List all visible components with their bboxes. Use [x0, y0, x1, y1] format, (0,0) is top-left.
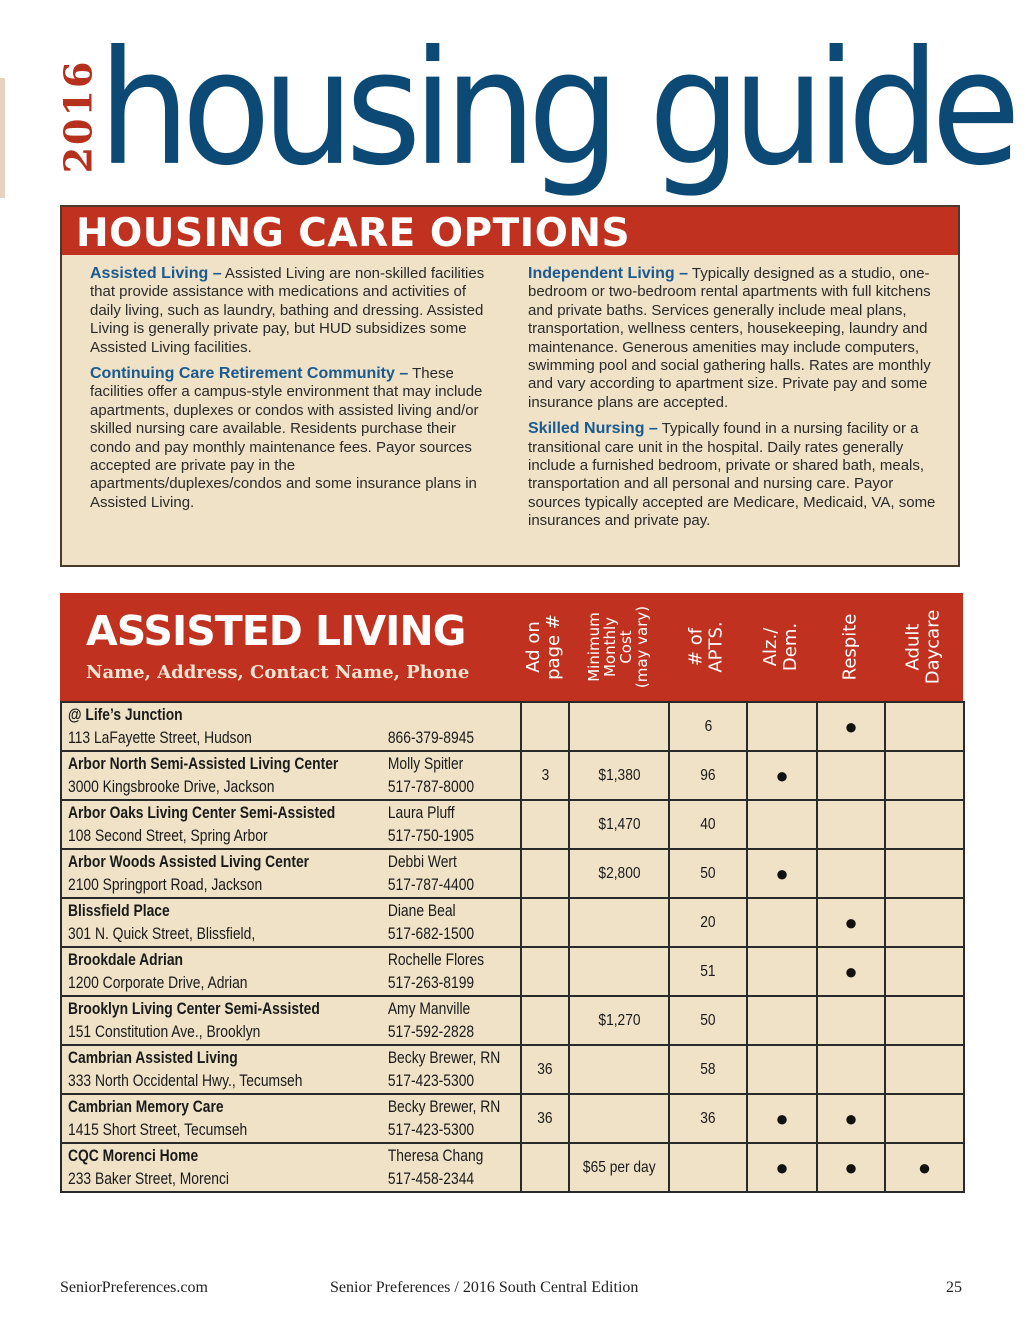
facility-line-2: [68, 1070, 514, 1093]
column-header-apts-text: # of APTS.: [686, 621, 727, 673]
facility-info-cell: [61, 1094, 521, 1143]
assisted-living-subtitle: Name, Address, Contact Name, Phone: [86, 662, 470, 683]
adult-daycare-cell: [885, 800, 964, 849]
column-header-apts: [668, 593, 746, 701]
option-text: These facilities offer a campus-style environment that may include apartments, duplexes or condos with assisted living and/or skilled nursing care available. Residents purchase their condo and pay monthly maintenance fees. Payor sources accepted are private pay in the apartments/duplexes/condos and some insurance plans in Assisted Living.: [90, 365, 483, 511]
column-header-cost-text: Minimum Monthly Cost (may vary): [584, 605, 651, 689]
table-row: [61, 751, 964, 800]
respite-cell: ●: [817, 702, 885, 751]
apts-cell: [669, 947, 747, 996]
contact-name: Becky Brewer, RN: [387, 1097, 501, 1116]
option-term: Continuing Care Retirement Community –: [90, 365, 409, 383]
respite-cell: [817, 1045, 885, 1094]
facility-name: Blissfield Place: [68, 901, 170, 920]
adult-daycare-cell: [885, 1045, 964, 1094]
apts-value: 50: [700, 1011, 716, 1029]
alz-dem-cell: [747, 800, 817, 849]
monthly-cost-cell: [569, 751, 669, 800]
apts-cell: [669, 800, 747, 849]
contact-name: Theresa Chang: [387, 1146, 484, 1165]
facility-name: Arbor North Semi-Assisted Living Center: [68, 754, 339, 773]
contact-name: Amy Manville: [387, 999, 471, 1018]
facility-name: Brooklyn Living Center Semi-Assisted: [68, 999, 320, 1018]
apts-cell: [669, 849, 747, 898]
apts-cell: [669, 751, 747, 800]
monthly-cost-cell: [569, 849, 669, 898]
option-skilled-nursing: [528, 420, 948, 530]
facility-line-2: [68, 1168, 514, 1191]
apts-value: 50: [700, 864, 716, 882]
option-text: Assisted Living are non-skilled facilities that provide assistance with medications and activities of daily living, such as laundry, bathing and dressing. Assisted Living is generally private pay, but HUD subsidizes some Assisted Living facilities.: [90, 265, 485, 356]
table-row: [61, 800, 964, 849]
adult-daycare-cell: [885, 1094, 964, 1143]
facility-name: Arbor Woods Assisted Living Center: [68, 852, 310, 871]
apts-value: 96: [700, 766, 716, 784]
facility-line-1: [68, 753, 514, 776]
apts-value: 36: [700, 1109, 716, 1127]
option-text: Typically designed as a studio, one-bedroom or two-bedroom rental apartments with full kitchens and private baths. Services generally include meal plans, transportation, wellness centers, housekeeping, laundry and maintenance. Generous amenities may include computers, swimming pool and social gathering halls. Rates are monthly and vary according to apartment size. Private pay and some insurance plans are accepted.: [528, 265, 931, 411]
monthly-cost-cell: [569, 898, 669, 947]
ad-page-cell: [521, 849, 569, 898]
facility-address: 1415 Short Street, Tecumseh: [68, 1120, 248, 1139]
ad-page-value: 36: [537, 1109, 553, 1127]
facility-line-1: [68, 1096, 514, 1119]
monthly-cost-value: $2,800: [597, 864, 641, 882]
column-header-cost: [568, 593, 668, 701]
adult-daycare-cell: [885, 947, 964, 996]
facility-phone: 517-423-5300: [387, 1120, 475, 1139]
facility-address: 108 Second Street, Spring Arbor: [68, 826, 268, 845]
table-row: [61, 702, 964, 751]
option-ccrc: [90, 365, 486, 512]
assisted-living-rows: [61, 702, 964, 1192]
alz-dem-cell: [747, 702, 817, 751]
assisted-living-title: ASSISTED LIVING: [86, 607, 466, 655]
facility-line-2: [68, 825, 514, 848]
facility-phone: 517-750-1905: [387, 826, 475, 845]
facility-line-1: [68, 949, 514, 972]
facility-phone: 517-787-4400: [387, 875, 475, 894]
masthead-year: [56, 56, 100, 176]
footer-website: SeniorPreferences.com: [60, 1279, 208, 1296]
facility-line-2: [68, 874, 514, 897]
care-options-panel: [60, 205, 960, 567]
ad-page-cell: [521, 800, 569, 849]
facility-line-1: [68, 1145, 514, 1168]
facility-phone: 517-682-1500: [387, 924, 475, 943]
monthly-cost-cell: [569, 1045, 669, 1094]
monthly-cost-cell: [569, 1143, 669, 1192]
page-number: 25: [946, 1279, 962, 1296]
facility-info-cell: [61, 800, 521, 849]
facility-name: Arbor Oaks Living Center Semi-Assisted: [68, 803, 336, 822]
adult-daycare-cell: [885, 751, 964, 800]
facility-address: 301 N. Quick Street, Blissfield,: [68, 924, 256, 943]
apts-cell: [669, 1094, 747, 1143]
footer-edition: Senior Preferences / 2016 South Central Edition: [330, 1279, 639, 1296]
contact-name: Molly Spitler: [387, 754, 464, 773]
monthly-cost-cell: [569, 1094, 669, 1143]
apts-cell: [669, 898, 747, 947]
monthly-cost-value: $65 per day: [582, 1158, 656, 1176]
facility-info-cell: [61, 1045, 521, 1094]
column-header-alz: [746, 593, 816, 701]
masthead-title: housing guide: [98, 17, 1012, 201]
adult-daycare-cell: [885, 996, 964, 1045]
facility-line-2: [68, 776, 514, 799]
column-header-daycare: [884, 593, 963, 701]
respite-cell: ●: [817, 1094, 885, 1143]
column-header-daycare-text: Adult Daycare: [902, 609, 944, 685]
apts-value: 20: [700, 913, 716, 931]
monthly-cost-cell: [569, 996, 669, 1045]
facility-name: Cambrian Memory Care: [68, 1097, 224, 1116]
page-edge-mark: [0, 78, 5, 198]
facility-line-1: [68, 704, 514, 727]
facility-line-1: [68, 1047, 514, 1070]
respite-cell: [817, 800, 885, 849]
monthly-cost-value: $1,270: [597, 1011, 641, 1029]
facility-name: @ Life’s Junction: [68, 705, 183, 724]
apts-value: 58: [700, 1060, 716, 1078]
contact-name: Becky Brewer, RN: [387, 1048, 501, 1067]
alz-dem-cell: [747, 898, 817, 947]
ad-page-cell: [521, 751, 569, 800]
respite-cell: [817, 849, 885, 898]
facility-info-cell: [61, 898, 521, 947]
assisted-living-section: [60, 593, 963, 1193]
ad-page-value: 3: [541, 766, 549, 784]
facility-name: Brookdale Adrian: [68, 950, 184, 969]
monthly-cost-cell: [569, 702, 669, 751]
care-options-title: HOUSING CARE OPTIONS: [76, 211, 631, 256]
facility-line-2: [68, 727, 514, 750]
apts-value: 51: [700, 962, 716, 980]
ad-page-cell: [521, 1045, 569, 1094]
column-header-respite-text: Respite: [839, 613, 860, 681]
monthly-cost-value: $1,380: [597, 766, 641, 784]
adult-daycare-cell: ●: [885, 1143, 964, 1192]
facility-address: 233 Baker Street, Morenci: [68, 1169, 230, 1188]
respite-cell: ●: [817, 898, 885, 947]
respite-cell: ●: [817, 1143, 885, 1192]
care-options-left-column: [90, 265, 486, 520]
facility-info-cell: [61, 849, 521, 898]
facility-phone: 517-458-2344: [387, 1169, 475, 1188]
table-row: [61, 1094, 964, 1143]
facility-line-1: [68, 998, 514, 1021]
respite-cell: [817, 996, 885, 1045]
adult-daycare-cell: [885, 849, 964, 898]
option-assisted-living: [90, 265, 486, 357]
facility-phone: 866-379-8945: [387, 728, 475, 747]
facility-address: 333 North Occidental Hwy., Tecumseh: [68, 1071, 303, 1090]
apts-cell: [669, 702, 747, 751]
respite-cell: ●: [817, 947, 885, 996]
alz-dem-cell: [747, 996, 817, 1045]
option-term: Independent Living –: [528, 265, 689, 282]
ad-page-cell: [521, 947, 569, 996]
facility-address: 3000 Kingsbrooke Drive, Jackson: [68, 777, 275, 796]
adult-daycare-cell: [885, 702, 964, 751]
apts-cell: [669, 1143, 747, 1192]
facility-line-2: [68, 972, 514, 995]
facility-line-1: [68, 802, 514, 825]
option-independent-living: [528, 265, 948, 412]
column-header-ad-text: Ad on page #: [523, 614, 565, 680]
contact-name: Laura Pluff: [387, 803, 455, 822]
table-row: [61, 898, 964, 947]
facility-line-2: [68, 1119, 514, 1142]
apts-cell: [669, 996, 747, 1045]
option-term: Skilled Nursing –: [528, 420, 658, 438]
respite-cell: [817, 751, 885, 800]
facility-info-cell: [61, 751, 521, 800]
ad-page-cell: [521, 1094, 569, 1143]
ad-page-cell: [521, 702, 569, 751]
facility-line-2: [68, 1021, 514, 1044]
adult-daycare-cell: [885, 898, 964, 947]
monthly-cost-cell: [569, 800, 669, 849]
facility-line-2: [68, 923, 514, 946]
apts-value: 40: [700, 815, 716, 833]
alz-dem-cell: ●: [747, 1094, 817, 1143]
table-row: [61, 849, 964, 898]
table-row: [61, 1143, 964, 1192]
alz-dem-cell: ●: [747, 751, 817, 800]
care-options-right-column: [528, 265, 948, 539]
facility-address: 1200 Corporate Drive, Adrian: [68, 973, 248, 992]
monthly-cost-cell: [569, 947, 669, 996]
facility-address: 151 Constitution Ave., Brooklyn: [68, 1022, 261, 1041]
alz-dem-cell: ●: [747, 849, 817, 898]
facility-name: Cambrian Assisted Living: [68, 1048, 238, 1067]
care-options-header: [62, 207, 958, 255]
alz-dem-cell: [747, 947, 817, 996]
alz-dem-cell: [747, 1045, 817, 1094]
year-text: 2016: [55, 59, 101, 173]
column-header-respite: [816, 593, 884, 701]
facility-phone: 517-263-8199: [387, 973, 475, 992]
table-row: [61, 996, 964, 1045]
facility-info-cell: [61, 702, 521, 751]
facility-info-cell: [61, 1143, 521, 1192]
option-term: Assisted Living –: [90, 265, 222, 282]
ad-page-value: 36: [537, 1060, 553, 1078]
facility-address: 2100 Springport Road, Jackson: [68, 875, 263, 894]
facility-address: 113 LaFayette Street, Hudson: [68, 728, 252, 747]
assisted-living-header: [60, 593, 963, 701]
facility-info-cell: [61, 996, 521, 1045]
assisted-living-table: [60, 701, 965, 1193]
facility-phone: 517-787-8000: [387, 777, 475, 796]
contact-name: Diane Beal: [387, 901, 456, 920]
facility-phone: 517-592-2828: [387, 1022, 475, 1041]
ad-page-cell: [521, 996, 569, 1045]
facility-line-1: [68, 851, 514, 874]
facility-name: CQC Morenci Home: [68, 1146, 199, 1165]
table-row: [61, 1045, 964, 1094]
facility-phone: 517-423-5300: [387, 1071, 475, 1090]
apts-value: 6: [704, 717, 712, 735]
table-row: [61, 947, 964, 996]
contact-name: Debbi Wert: [387, 852, 457, 871]
apts-cell: [669, 1045, 747, 1094]
column-header-alz-text: Alz./ Dem.: [759, 622, 801, 672]
ad-page-cell: [521, 898, 569, 947]
contact-name: Rochelle Flores: [387, 950, 485, 969]
alz-dem-cell: ●: [747, 1143, 817, 1192]
facility-line-1: [68, 900, 514, 923]
ad-page-cell: [521, 1143, 569, 1192]
column-header-ad: [520, 593, 568, 701]
option-text: Typically found in a nursing facility or a transitional care unit in the hospital. Daily rates generally include a furnished bedroom, private or shared bath, meals, transportation and all personal and nursing care. Payor sources typically accepted are Medicare, Medicaid, VA, some insurances and private pay.: [528, 420, 936, 530]
facility-info-cell: [61, 947, 521, 996]
monthly-cost-value: $1,470: [597, 815, 641, 833]
